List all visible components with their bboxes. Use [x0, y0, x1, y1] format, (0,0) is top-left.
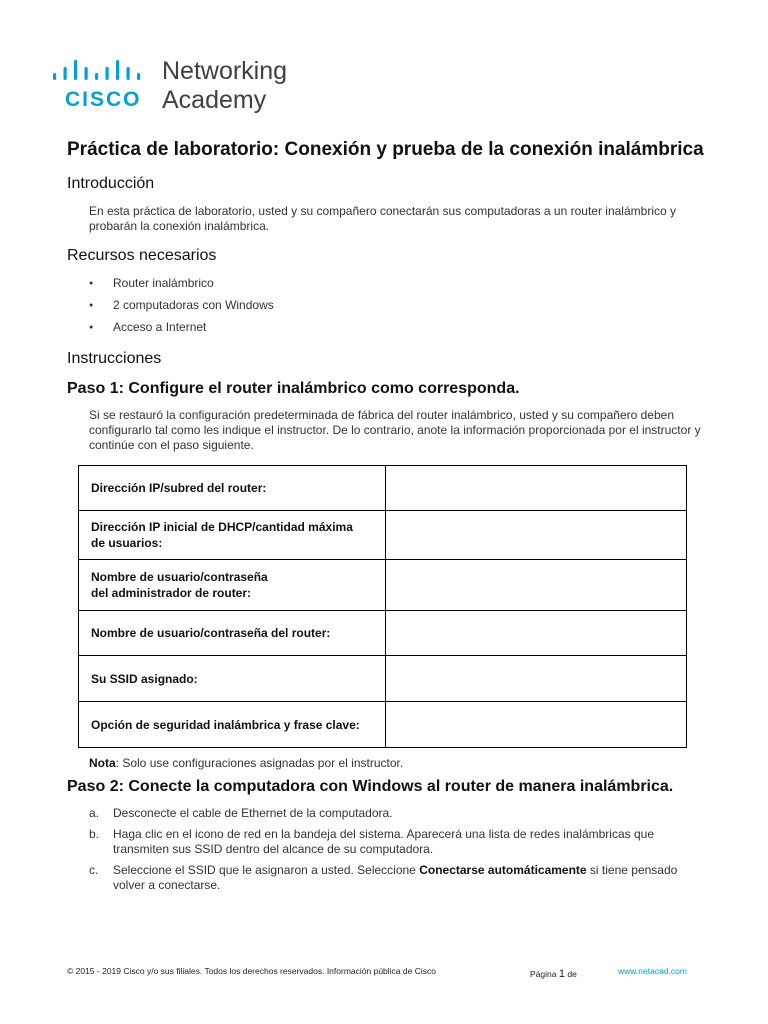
config-value-cell [386, 560, 687, 611]
footer-copyright: © 2015 - 2019 Cisco y/o sus filiales. Todos los derechos reservados. Información pública de Cisco [67, 966, 436, 976]
step2-item-c-text-after: si tiene pensado volver a conectarse. [113, 863, 678, 892]
step2-item-a-text: Desconecte el cable de Ethernet de la computadora. [113, 806, 393, 820]
intro-heading: Introducción [67, 175, 155, 192]
config-label [79, 611, 386, 656]
footer-page-indicator [530, 968, 577, 980]
step1-heading: Paso 1: Configure el router inalámbrico como corresponda. [67, 380, 520, 397]
instructions-heading: Instrucciones [67, 350, 162, 367]
cisco-bars-icon [53, 60, 149, 82]
router-config-table [78, 465, 687, 748]
config-table-row [79, 466, 687, 511]
config-label-line: Nombre de usuario/contraseña [91, 570, 268, 584]
config-value-cell [386, 466, 687, 511]
config-label-line: del administrador de router: [91, 586, 252, 600]
note-label: Nota [89, 756, 116, 770]
step2-heading: Paso 2: Conecte la computadora con Windows al router de manera inalámbrica. [67, 778, 674, 795]
config-table-row [79, 656, 687, 702]
resources-list [89, 276, 707, 335]
step2-item-c-text-bold: Conectarse automáticamente [419, 863, 587, 877]
config-value-cell [386, 656, 687, 702]
resource-item: ● Acceso a Internet [89, 320, 707, 335]
config-label-line: Dirección IP/subred del router: [91, 481, 267, 495]
config-label-line: Opción de seguridad inalámbrica y frase clave: [91, 717, 360, 732]
logo-academy: Academy [162, 86, 267, 114]
footer-page-of: de [567, 969, 577, 979]
cisco-wordmark: CISCO [65, 88, 142, 111]
resource-item: ● 2 computadoras con Windows [89, 298, 707, 313]
config-label-line: de usuarios: [91, 536, 163, 550]
document-body [67, 138, 707, 899]
resource-item: ● Router inalámbrico [89, 276, 707, 291]
footer-page-number: 1 [558, 968, 565, 980]
config-label [79, 656, 386, 702]
logo-networking: Networking [162, 57, 288, 85]
step2-item-a-letter: a. [89, 806, 100, 820]
config-value-cell [386, 611, 687, 656]
step1-note [89, 756, 707, 771]
step1-text: Si se restauró la configuración predeterminada de fábrica del router inalámbrico, usted y su compañero deben configurarlo tal como les indique el instructor. De lo contrario, anote la información proporcionada por el instructor y continúe con el paso siguiente. [89, 408, 701, 452]
cisco-networking-academy-logo [53, 56, 313, 120]
config-label [79, 466, 386, 511]
step2-item-b-letter: b. [89, 827, 100, 841]
footer-url-link[interactable]: www.netacad.com [618, 966, 687, 976]
config-table-row [79, 511, 687, 560]
resources-heading: Recursos necesarios [67, 247, 217, 264]
step2-item-b [89, 827, 707, 857]
step2-item-c-letter: c. [89, 863, 99, 877]
config-value-cell [386, 702, 687, 748]
config-label [79, 702, 386, 748]
step2-item-c-text-before: Seleccione el SSID que le asignaron a usted. Seleccione [113, 863, 420, 877]
step2-item-a [89, 806, 707, 821]
step2-list [89, 806, 707, 893]
config-label-line: Su SSID asignado: [91, 671, 198, 686]
step2-item-c [89, 863, 707, 893]
footer-page-label: Página [530, 969, 557, 979]
config-table-row [79, 702, 687, 748]
document-title: Práctica de laboratorio: Conexión y prueba de la conexión inalámbrica [67, 139, 704, 160]
config-label-line: Nombre de usuario/contraseña del router: [91, 626, 331, 640]
config-label-line: Dirección IP inicial de DHCP/cantidad máxima [91, 520, 353, 534]
config-label [79, 560, 386, 611]
config-label [79, 511, 386, 560]
step2-item-b-text: Haga clic en el icono de red en la bandeja del sistema. Aparecerá una lista de redes inalámbricas que transmiten sus SSID dentro del alcance de su computadora. [113, 827, 654, 856]
config-value-cell [386, 511, 687, 560]
config-table-row [79, 560, 687, 611]
config-table-row [79, 611, 687, 656]
intro-text: En esta práctica de laboratorio, usted y su compañero conectarán sus computadoras a un router inalámbrico y probarán la conexión inalámbrica. [89, 204, 676, 233]
note-text: : Solo use configuraciones asignadas por el instructor. [115, 756, 404, 770]
